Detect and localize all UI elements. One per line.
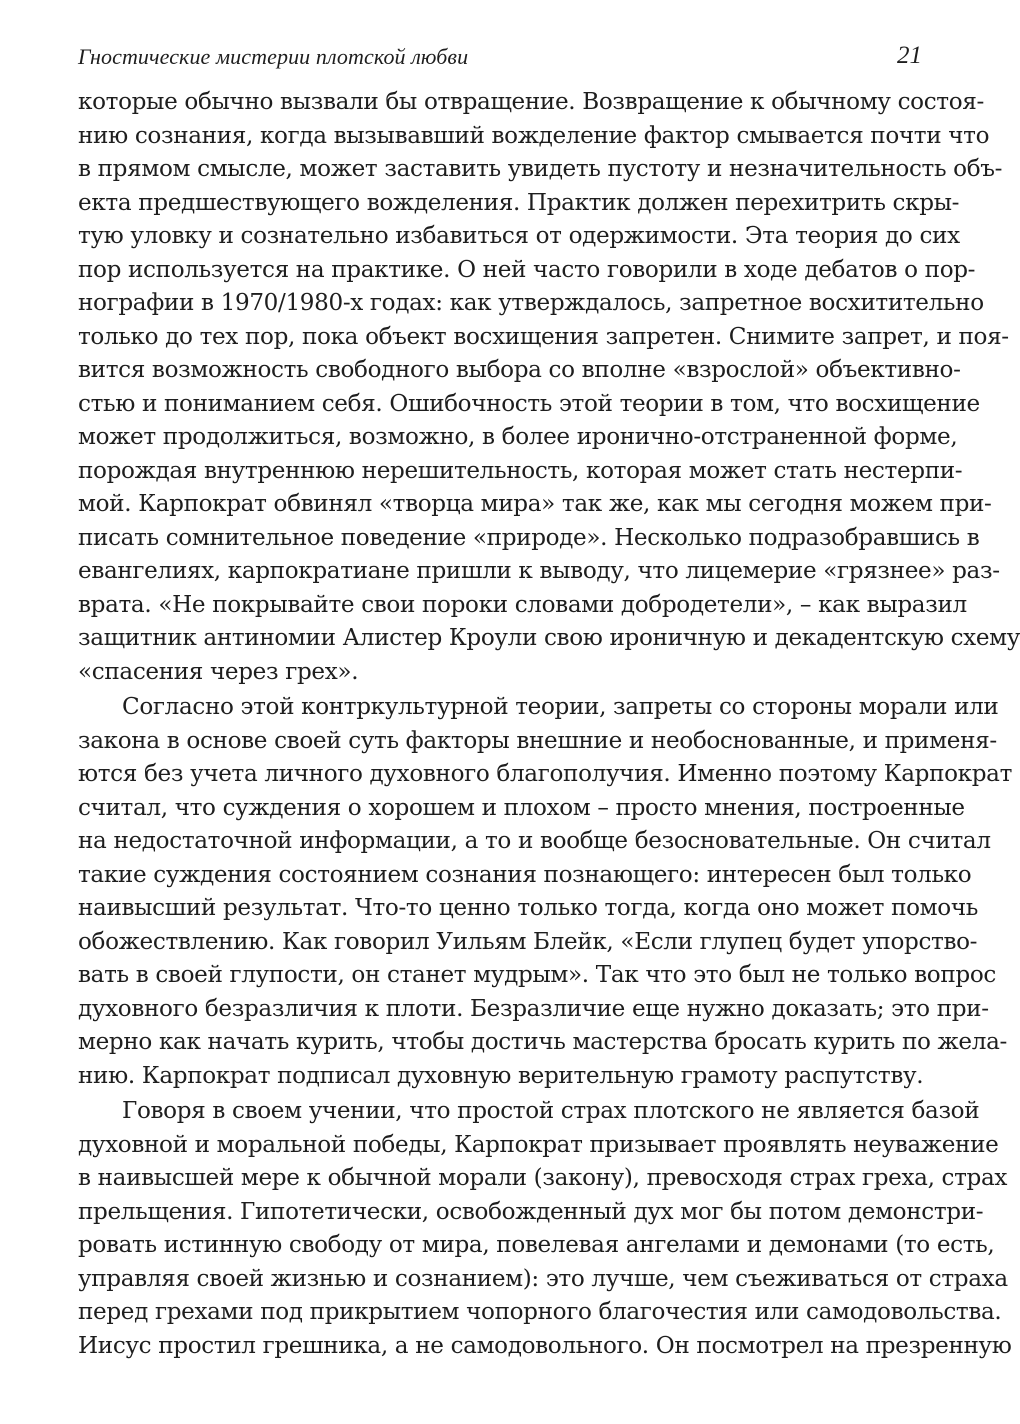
text-line: мой. Карпократ обвинял «творца мира» так же, как мы сегодня можем при-	[78, 491, 992, 517]
text-line: вать в своей глупости, он станет мудрым». Так что это был не только вопрос	[78, 962, 996, 988]
text-line: стью и пониманием себя. Ошибочность этой теории в том, что восхищение	[78, 390, 980, 417]
text-line: на недостаточной информации, а то и вообще безосновательные. Он считал	[78, 828, 991, 854]
text-line: екта предшествующего вожделения. Практик должен перехитрить скры-	[78, 189, 960, 216]
text-line: пор используется на практике. О ней часто говорили в ходе дебатов о пор-	[78, 256, 976, 283]
text-line: ровать истинную свободу от мира, повелевая ангелами и демонами (то есть,	[78, 1232, 995, 1258]
text-line: может продолжиться, возможно, в более иронично-отстраненной форме,	[78, 424, 958, 450]
page-number: 21	[897, 42, 922, 69]
text-line: порождая внутреннюю нерешительность, которая может стать нестерпи-	[78, 457, 963, 484]
text-line: которые обычно вызвали бы отвращение. Возвращение к обычному состоя-	[78, 89, 984, 115]
text-line: нию сознания, когда вызывавший вожделение фактор смывается почти что	[78, 122, 990, 149]
text-line: перед грехами под прикрытием чопорного благочестия или самодовольства.	[78, 1299, 1002, 1325]
text-line: защитник антиномии Алистер Кроули свою ироничную и декадентскую схему	[78, 625, 1020, 651]
paragraph-2	[78, 691, 1013, 1093]
text-line: в прямом смысле, может заставить увидеть пустоту и незначительность объ-	[78, 156, 1003, 182]
text-line: такие суждения состоянием сознания познающего: интересен был только	[78, 861, 972, 888]
text-line: врата. «Не покрывайте свои пороки словами добродетели», – как выразил	[78, 591, 967, 618]
text-line: мерно как начать курить, чтобы достичь мастерства бросать курить по жела-	[78, 1029, 1007, 1055]
text-line: считал, что суждения о хорошем и плохом – просто мнения, построенные	[78, 794, 965, 821]
paragraph-1	[78, 86, 1020, 689]
text-line: наивысший результат. Что-то ценно только тогда, когда оно может помочь	[78, 895, 978, 921]
text-line: тую уловку и сознательно избавиться от одержимости. Эта теория до сих	[78, 223, 960, 249]
running-header	[78, 40, 922, 74]
text-line: нографии в 1970/1980-х годах: как утверждалось, запретное восхитительно	[78, 290, 984, 316]
text-line: нию. Карпократ подписал духовную верительную грамоту распутству.	[78, 1062, 924, 1089]
text-line: «спасения через грех».	[78, 658, 359, 685]
paragraph-3	[78, 1095, 1012, 1363]
text-line: писать сомнительное поведение «природе». Несколько подразобравшись в	[78, 524, 980, 551]
text-line: духовного безразличия к плоти. Безразличие еще нужно доказать; это при-	[78, 995, 989, 1022]
text-body	[78, 86, 1020, 1363]
text-line: закона в основе своей суть факторы внешние и необоснованные, и применя-	[78, 727, 997, 754]
running-title: Гностические мистерии плотской любви	[78, 44, 469, 69]
text-line: в наивысшей мере к обычной морали (закону), превосходя страх греха, страх	[78, 1165, 1008, 1191]
text-line: духовной и моральной победы, Карпократ призывает проявлять неуважение	[78, 1131, 999, 1158]
text-line: управляя своей жизнью и сознанием): это лучше, чем съеживаться от страха	[78, 1265, 1008, 1292]
text-line: Иисус простил грешника, а не самодовольного. Он посмотрел на презренную	[78, 1332, 1012, 1359]
text-line: только до тех пор, пока объект восхищения запретен. Снимите запрет, и поя-	[78, 323, 1009, 350]
text-line: Согласно этой контркультурной теории, запреты со стороны морали или	[122, 694, 999, 720]
text-line: вится возможность свободного выбора со вполне «взрослой» объективно-	[78, 357, 961, 383]
text-line: евангелиях, карпократиане пришли к выводу, что лицемерие «грязнее» раз-	[78, 558, 1000, 584]
text-line: обожествлению. Как говорил Уильям Блейк, «Если глупец будет упорство-	[78, 928, 978, 955]
text-line: прельщения. Гипотетически, освобожденный дух мог бы потом демонстри-	[78, 1198, 984, 1225]
text-line: ются без учета личного духовного благополучия. Именно поэтому Карпократ	[78, 761, 1013, 787]
text-line: Говоря в своем учении, что простой страх плотского не является базой	[122, 1098, 980, 1124]
